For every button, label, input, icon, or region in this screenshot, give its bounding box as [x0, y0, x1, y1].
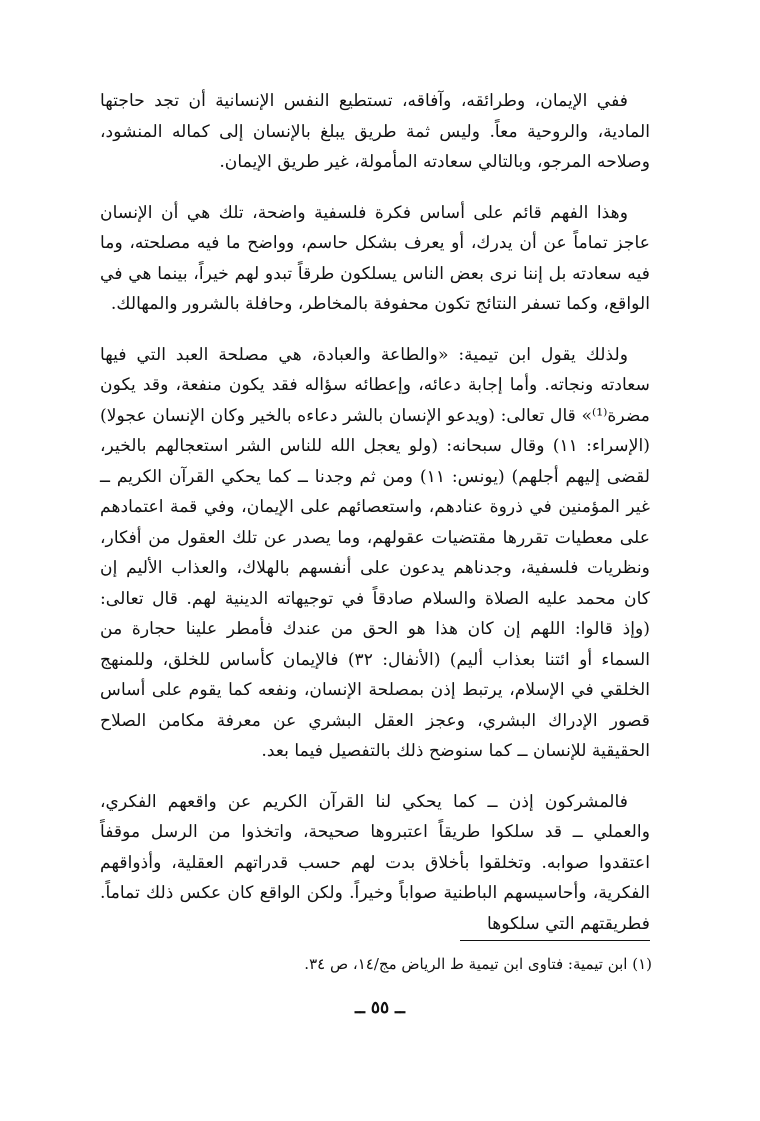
- footnote-divider: [460, 940, 650, 941]
- paragraph-3: ولذلك يقول ابن تيمية: «والطاعة والعبادة، هي مصلحة العبد التي فيها سعادته ونجاته. وأما إجابة دعائه، وإعطائه سؤاله فقد يكون منفعة، وقد يكون مضرة⁽¹⁾» قال تعالى: (ويدعو الإنسان بالشر دعاءه بالخير وكان الإنسان عجولا) (الإسراء: ١١) وقال سبحانه: (ولو يعجل الله للناس الشر استعجالهم بالخير، لقضى إليهم أجلهم) (يونس: ١١) ومن ثم وجدنا ــ كما يحكي القرآن الكريم ــ غير المؤمنين في ذروة عنادهم، واستعصائهم على الإيمان، وفي قمة اعتمادهم على معطيات تقررها مقتضيات عقولهم، وما يصدر عن تلك العقول من أفكار، ونظريات فلسفية، وجدناهم يدعون على أنفسهم بالهلاك، والعذاب الأليم إن كان محمد عليه الصلاة والسلام صادقاً في توجيهاته الدينية لهم. قال تعالى: (وإذ قالوا: اللهم إن كان هذا هو الحق من عندك فأمطر علينا حجارة من السماء أو ائتنا بعذاب أليم) (الأنفال: ٣٢) فالإيمان كأساس للخلق، وللمنهج الخلقي في الإسلام، يرتبط إذن بمصلحة الإنسان، ونفعه كما يقوم على أساس قصور الإدراك البشري، وعجز العقل البشري عن معرفة مكامن الصلاح الحقيقية للإنسان ــ كما سنوضح ذلك بالتفصيل فيما بعد.: [100, 344, 650, 761]
- page-body: [100, 86, 650, 939]
- paragraph-1: ففي الإيمان، وطرائقه، وآفاقه، تستطيع النفس الإنسانية أن تجد حاجتها المادية، والروحية معاً. وليس ثمة طريق يبلغ بالإنسان إلى كماله المنشود، وصلاحه المرجو، وبالتالي سعادته المأمولة، غير طريق الإيمان.: [100, 91, 650, 172]
- footnote: (١) ابن تيمية: فتاوى ابن تيمية ط الرياض مج/١٤، ص ٣٤.: [304, 955, 652, 973]
- paragraph-4: فالمشركون إذن ــ كما يحكي لنا القرآن الكريم عن واقعهم الفكري، والعملي ــ قد سلكوا طريقاً اعتبروها صحيحة، واتخذوا من الرسل موقفاً اعتقدوا صوابه. وتخلقوا بأخلاق بدت لهم حسب قدراتهم العقلية، وأذواقهم الفكرية، وأحاسيسهم الباطنية صواباً وخيراً. ولكن الواقع كان عكس ذلك تماماً. فطريقتهم التي سلكوها: [100, 791, 650, 934]
- paragraph-2: وهذا الفهم قائم على أساس فكرة فلسفية واضحة، تلك هي أن الإنسان عاجز تماماً عن أن يدرك، أو يعرف بشكل حاسم، وواضح ما فيه مصلحته، وما فيه سعادته بل إننا نرى بعض الناس يسلكون طرقاً تبدو لهم خيراً، بينما هي في الواقع، وكما تسفر النتائج تكون محفوفة بالمخاطر، وحافلة بالشرور والمهالك.: [100, 202, 650, 314]
- page-number: ــ ٥٥ ــ: [354, 998, 406, 1018]
